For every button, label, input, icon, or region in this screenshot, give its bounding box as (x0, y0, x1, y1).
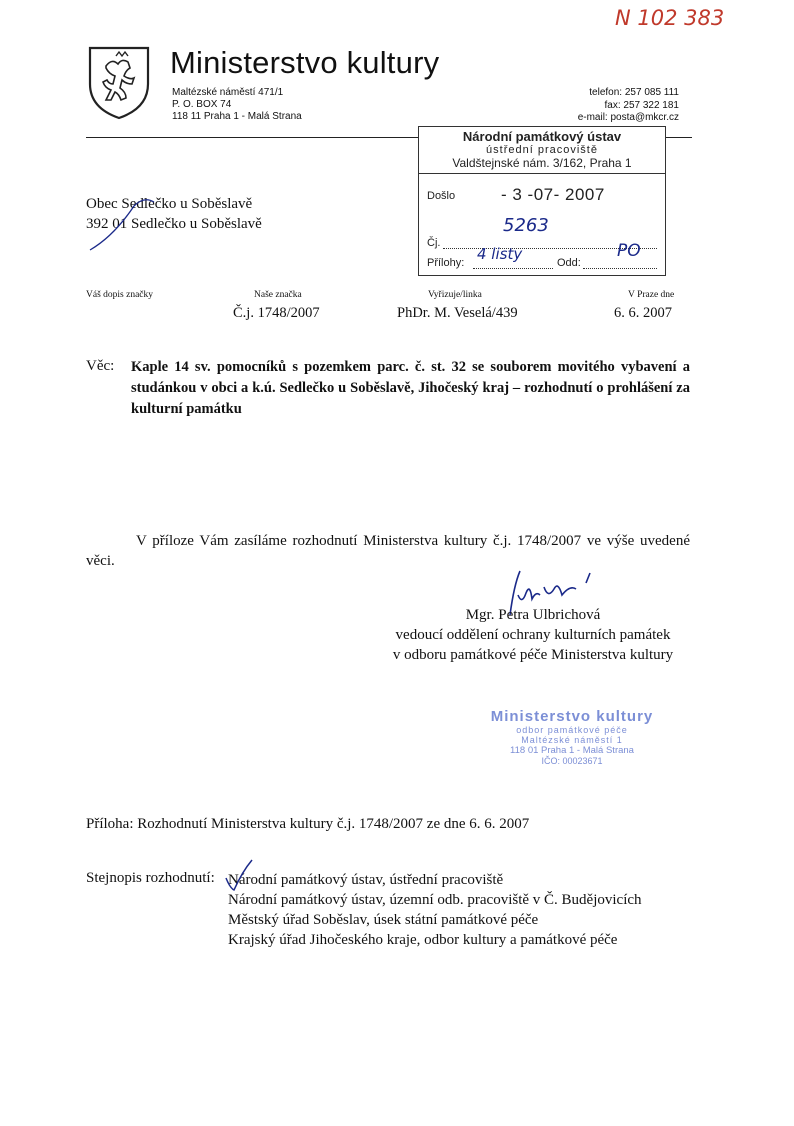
ministry-name: Ministerstvo kultury (170, 45, 440, 80)
coat-of-arms-logo (86, 44, 152, 120)
stamp-attachments-label: Přílohy: (427, 257, 465, 269)
email: e-mail: posta@mkcr.cz (577, 112, 679, 123)
copy-recipient: Národní památkový ústav, územní odb. pracoviště v Č. Budějovicích (228, 892, 642, 908)
recipient-line: 392 01 Sedlečko u Soběslavě (86, 216, 262, 232)
recipient-line: Obec Sedlečko u Soběslavě (86, 196, 253, 212)
check-mark (222, 858, 256, 894)
copies-list (228, 870, 642, 950)
official-stamp-line: odbor památkové péče (516, 725, 628, 735)
official-stamp-line: IČO: 00023671 (541, 756, 603, 766)
copy-recipient: Městský úřad Soběslav, úsek státní památkové péče (228, 912, 539, 928)
stamp-received-label: Došlo (427, 190, 456, 202)
stamp-attachments-handwritten: 4 listy (477, 245, 523, 263)
official-stamp-line: 118 01 Praha 1 - Malá Strana (510, 745, 634, 756)
official-stamp-line: Ministerstvo kultury (490, 708, 654, 725)
stamp-dept-handwritten: PO (617, 241, 641, 261)
subject-text: Kaple 14 sv. pomocníků s pozemkem parc. č. st. 32 se souborem movitého vybavení a studánkou v obci a k.ú. Sedlečko u Soběslavě, Jihočeský kraj – rozhodnutí o prohlášení za kulturní památku (131, 359, 690, 417)
signature-block (383, 605, 683, 665)
attachment-line: Příloha: Rozhodnutí Ministerstva kultury č.j. 1748/2007 ze dne 6. 6. 2007 (86, 816, 530, 832)
address-line: Maltézské náměstí 471/1 (172, 87, 284, 98)
handler-label: Vyřizuje/linka (428, 290, 482, 300)
stamp-dept-dotted-line (583, 267, 657, 269)
signatory-name: Mgr. Petra Ulbrichová (465, 607, 601, 623)
ministry-contact (578, 87, 679, 125)
copies-label: Stejnopis rozhodnutí: (86, 870, 215, 886)
our-ref-label: Naše značka (254, 290, 302, 300)
stamp-address: Valdštejnské nám. 3/162, Praha 1 (452, 156, 632, 170)
address-line: 118 11 Praha 1 - Malá Strana (172, 111, 302, 122)
stamp-received-date: - 3 -07- 2007 (501, 185, 605, 204)
body-paragraph: V příloze Vám zasíláme rozhodnutí Ministerstva kultury č.j. 1748/2007 ve výše uvedené věci. (86, 533, 690, 569)
subject-label: Věc: (86, 358, 115, 374)
signatory-title: v odboru památkové péče Ministerstva kultury (392, 647, 674, 663)
address-line: P. O. BOX 74 (172, 99, 232, 110)
official-stamp-line: Maltézské náměstí 1 (521, 735, 623, 745)
handwritten-registry-number: N 102 383 (615, 6, 725, 30)
date-value: 6. 6. 2007 (614, 305, 672, 321)
official-stamp (478, 708, 666, 788)
stamp-department: ústřední pracoviště (486, 144, 598, 156)
stamp-dept-label: Odd: (557, 257, 581, 269)
your-ref-label: Váš dopis značky (86, 290, 154, 300)
date-label: V Praze dne (628, 290, 675, 300)
ministry-address (172, 87, 302, 123)
handwritten-mark (84, 196, 164, 256)
fax: fax: 257 322 181 (604, 99, 679, 111)
stamp-institution: Národní památkový ústav (462, 129, 622, 144)
received-stamp (418, 126, 666, 276)
our-ref-value: Č.j. 1748/2007 (233, 305, 320, 321)
stamp-number-label: Čj. (427, 237, 441, 249)
signatory-title: vedoucí oddělení ochrany kulturních památek (395, 627, 671, 643)
stamp-number-handwritten: 5263 (503, 215, 549, 236)
stamp-attachments-dotted-line (473, 267, 553, 269)
copy-recipient: Krajský úřad Jihočeského kraje, odbor kultury a památkové péče (228, 932, 618, 948)
phone: telefon: 257 085 111 (589, 87, 679, 98)
handler-value: PhDr. M. Veselá/439 (397, 305, 518, 321)
copy-recipient: Národní památkový ústav, ústřední pracoviště (228, 872, 504, 888)
stamp-header (419, 127, 665, 174)
